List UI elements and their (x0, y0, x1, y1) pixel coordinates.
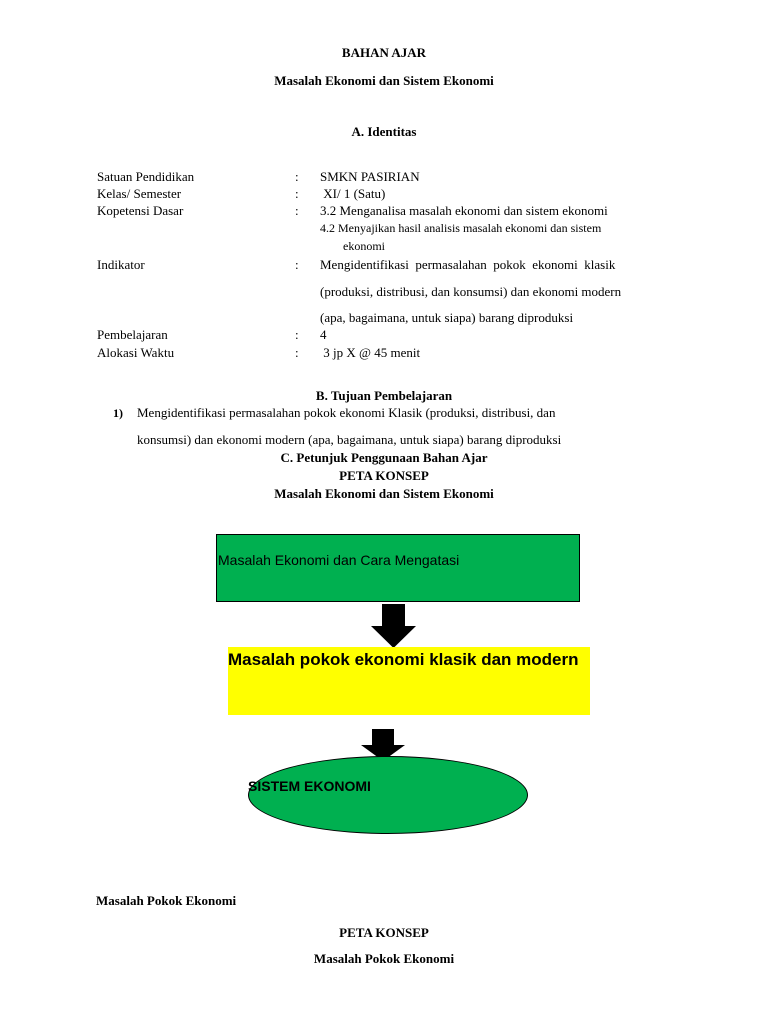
concept-box-masalah-ekonomi (216, 534, 580, 602)
peta-konsep-subtitle: Masalah Ekonomi dan Sistem Ekonomi (274, 486, 494, 501)
value-kelas: XI/ 1 (Satu) (320, 186, 386, 201)
colon-indikator: : (295, 257, 299, 272)
colon-kd: : (295, 203, 299, 218)
colon-alokasi: : (295, 345, 299, 360)
concept-box-masalah-pokok (228, 647, 590, 715)
section-c-heading: C. Petunjuk Penggunaan Bahan Ajar (280, 450, 488, 465)
concept-ellipse-sistem-ekonomi-label: SISTEM EKONOMI (248, 778, 371, 794)
label-indikator: Indikator (97, 257, 145, 272)
down-arrow-icon (371, 604, 416, 648)
label-pembelajaran: Pembelajaran (97, 327, 168, 342)
concept-box-masalah-ekonomi-label: Masalah Ekonomi dan Cara Mengatasi (218, 552, 460, 568)
peta-konsep-title-2: PETA KONSEP (339, 925, 429, 940)
peta-konsep-subtitle-2: Masalah Pokok Ekonomi (313, 951, 455, 966)
tujuan-line-2: konsumsi) dan ekonomi modern (apa, bagaimana, untuk siapa) barang diproduksi (137, 432, 562, 447)
tujuan-line-1: Mengidentifikasi permasalahan pokok ekonomi Klasik (produksi, distribusi, dan (137, 405, 556, 420)
value-pembelajaran: 4 (320, 327, 327, 342)
label-satuan: Satuan Pendidikan (97, 169, 195, 184)
value-indikator-3: (apa, bagaimana, untuk siapa) barang diproduksi (320, 310, 574, 325)
value-alokasi: 3 jp X @ 45 menit (320, 345, 421, 360)
concept-ellipse-sistem-ekonomi (248, 756, 528, 834)
section-b-heading: B. Tujuan Pembelajaran (315, 388, 453, 403)
peta-konsep-title: PETA KONSEP (339, 468, 429, 483)
masalah-pokok-heading: Masalah Pokok Ekonomi (96, 893, 237, 908)
label-kelas: Kelas/ Semester (97, 186, 182, 201)
value-kd-2: 4.2 Menyajikan hasil analisis masalah ekonomi dan sistem (320, 221, 602, 235)
label-alokasi: Alokasi Waktu (97, 345, 175, 360)
list-number: 1) (113, 406, 123, 420)
concept-box-masalah-pokok-label: Masalah pokok ekonomi klasik dan modern (228, 650, 579, 669)
document-subtitle: Masalah Ekonomi dan Sistem Ekonomi (274, 73, 494, 88)
value-kd-3: ekonomi (343, 239, 385, 253)
value-satuan: SMKN PASIRIAN (320, 169, 420, 184)
colon-kelas: : (295, 186, 299, 201)
value-kd-1: 3.2 Menganalisa masalah ekonomi dan sistem ekonomi (320, 203, 608, 218)
document-title: BAHAN AJAR (341, 45, 427, 60)
section-a-heading: A. Identitas (351, 124, 417, 139)
value-indikator-2: (produksi, distribusi, dan konsumsi) dan ekonomi modern (320, 284, 622, 299)
colon-satuan: : (295, 169, 299, 184)
colon-pembelajaran: : (295, 327, 299, 342)
label-kd: Kopetensi Dasar (97, 203, 184, 218)
value-indikator-1: Mengidentifikasi permasalahan pokok ekonomi klasik (320, 257, 616, 272)
